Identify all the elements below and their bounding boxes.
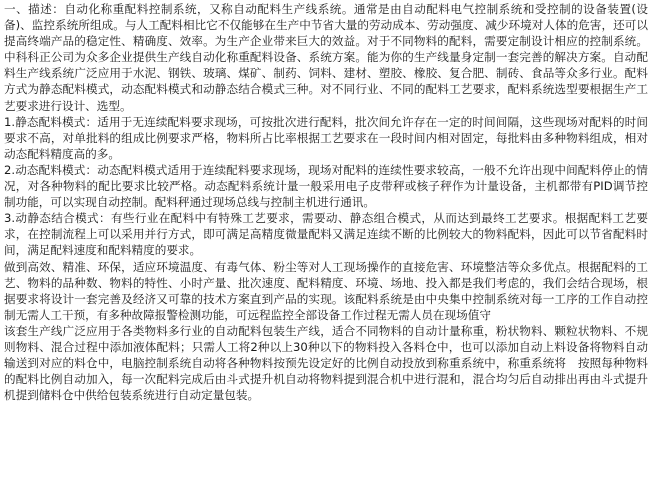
paragraph-advantages: 做到高效、精准、环保，适应环境温度、有毒气体、粉尘等对人工现场操作的直接危害、环境整洁等众多优点。根据配料的工艺、物料的品种数、物料的特性、小时产量、批次速度、配料精度、环境、场地、投入都是我们考虑的，我们会结合现场，根据要求将设计一套完善及经济又可靠的技术方案直到产品的实现。该配料系统是由中央集中控制系统对每一工序的工作自动控制无需人工干预，有多种故障报警检测功能，可远程监控全部设备工作过程无需人员在现场值守 (4, 259, 648, 322)
paragraph-applications: 该套生产线广泛应用于各类物料多行业的自动配料包装生产线，适合不同物料的自动计量称重，粉状物料、颗粒状物料、不规则物料、混合过程中添加液体配料；只需人工将2种以上30种以下的物料投入各料仓中，也可以添加自动上料设备将物料自动输送到对应的料仓中，电脑控制系统自动将各种物料按预先设定好的比例自动投放到称重系统中，称重系统将 按照每种物料的配料比例自动加入，每一次配料完成后由斗式提升机自动将物料提到混合机中进行混和，混合均匀后自动排出再由斗式提升机提到储料仓中供给包装系统进行自动定量包装。 (4, 323, 648, 403)
paragraph-static-mode: 1.静态配料模式：适用于无连续配料要求现场，可按批次进行配料，批次间允许存在一定的时间间隔，这些现场对配料的时间要求不高，对单批料的组成比例要求严格，物料所占比率根据工艺要求在一段时间内相对固定，每批料由多种物料组成，相对动态配料精度高的多。 (4, 114, 648, 161)
paragraph-dynamic-mode: 2.动态配料模式：动态配料模式适用于连续配料要求现场，现场对配料的连续性要求较高，一般不允许出现中间配料停止的情况，对各种物料的配比要求比较严格。动态配料系统计量一般采用电子皮带秤或核子秤作为计量设备，主机都带有PID调节控制功能，可以实现自动控制。配料秤通过现场总线与控制主机进行通讯。 (4, 162, 648, 210)
paragraph-combined-mode: 3.动静态结合模式：有些行业在配料中有特殊工艺要求，需要动、静态组合模式，从而达到最终工艺要求。根据配料工艺要求，在控制流程上可以采用并行方式，即可满足高精度微量配料又满足连续不断的比例较大的物料配料，因此可以节省配料时间，满足配料速度和配料精度的要求。 (4, 211, 648, 258)
paragraph-overview: 一、描述：自动化称重配料控制系统，又称自动配料生产线系统。通常是由自动配料电气控制系统和受控制的设备装置(设备)、监控系统所组成。与人工配料相比它不仅能够在生产中节省大量的劳动成本、劳动强度、减少环境对人体的危害，还可以提高终端产品的稳定性、精确度、效率。为生产企业带来巨大的效益。对于不同物料的配料，需要定制设计相应的控制系统。中科科正公司为众多企业提供生产线自动化称重配料设备、系统方案。能为你的生产线量身定制一套完善的解决方案。自动配料生产线系统广泛应用于水泥、钢铁、玻璃、煤矿、制药、饲料、建材、塑胶、橡胶、复合肥、制砖、食品等众多行业。配料方式为静态配料模式，动态配料模式和动静态结合模式三种。对不同行业、不同的配料工艺要求，配料系统选型要根据生产工艺要求进行设计、选型。 (4, 2, 648, 113)
